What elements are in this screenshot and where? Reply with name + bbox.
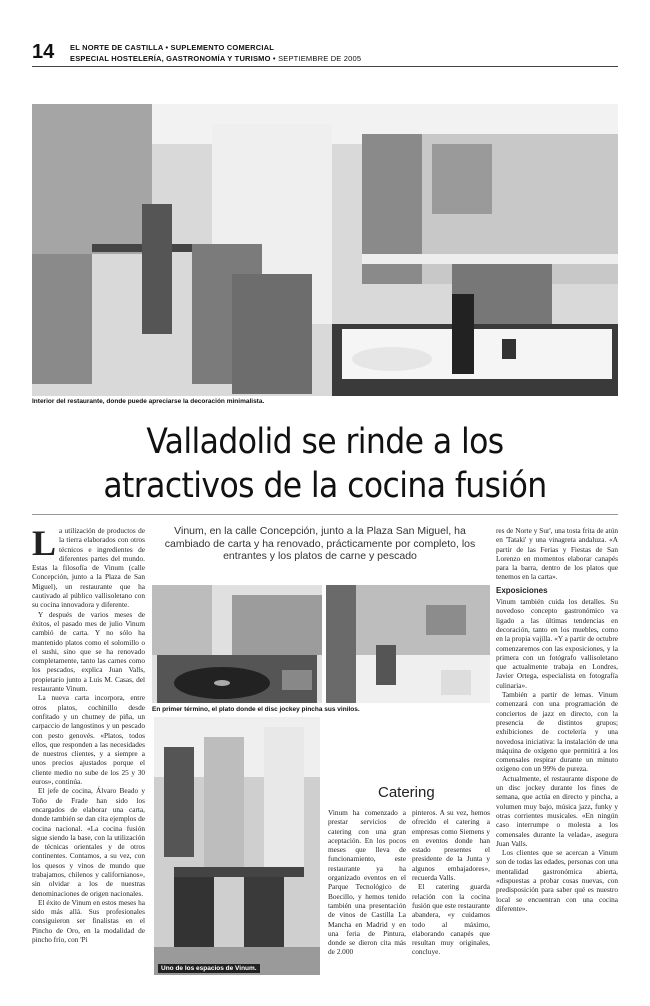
lounge-illustration bbox=[326, 585, 490, 703]
article-column-1 bbox=[32, 526, 145, 968]
paragraph: El jefe de cocina, Álvaro Beado y Toño de Frade han sido los encargados de elaborar una carta, donde también se dan cita ejemplos de cocina nacional. «La cocina fusión sigue siendo la base, con la utilización de técnicas orientales y de otros continentes. Contamos, a su vez, con los quesos y vinos de mundo que trabajamos, chilenos y californianos», sin olvidar a los de nuestras denominaciones de origen nacionales. bbox=[32, 786, 145, 898]
paragraph: El catering guarda relación con la cocina fusión que este restaurante abandera, «y cuidamos todo al máximo, elaborando canapés que resultan muy originales, concluye. bbox=[412, 882, 490, 957]
article-column-2 bbox=[328, 808, 406, 968]
inset-photo bbox=[154, 717, 320, 975]
paragraph: Vinum ha comenzado a prestar servicios de catering con una gran aceptación. En los pocos meses que lleva de funcionamiento, este restaurante ya ha organizado eventos en el Parque Tecnológico de Boecillo, y hemos tenido también una presentación de vinos de Castilla La Mancha en Madrid y en una feria de Pintura, donde se dieron cita más de 2.000 bbox=[328, 808, 406, 957]
turntable-illustration bbox=[152, 585, 322, 703]
paragraph: pinteros. A su vez, hemos ofrecido el catering a empresas como Siemens y en eventos donde han estado presentes el presidente de la Junta y algunos embajadores», recuerda Valls. bbox=[412, 808, 490, 883]
dropcap: L bbox=[32, 526, 57, 563]
headline bbox=[32, 420, 618, 508]
page-number: 14 bbox=[32, 41, 55, 63]
dj-photo bbox=[152, 585, 322, 703]
header-publication: EL NORTE DE CASTILLA • SUPLEMENTO COMERCIAL bbox=[70, 43, 275, 52]
pull-quote: Vinum, en la calle Concepción, junto a la Plaza San Miguel, ha cambiado de carta y ha renovado, prácticamente por completo, los entrantes y los platos de carne y pescado bbox=[164, 525, 476, 562]
paragraph: La nueva carta incorpora, entre otros platos, cochinillo desde confitado y un chutney de piña, un carpaccio de langostinos y un pescado con pesto genovés. «Platos, todos ellos, que responden a las necesidades de nuestros clientes, y a siempre a unos precios ajustados porque el cliente medio no sube de los 25 y 30 euros», continúa. bbox=[32, 693, 145, 787]
paragraph: Vinum también cuida los detalles. Su novedoso concepto gastronómico va ligado a las últimas tendencias en decoración, tanto en los muebles, como en la propia vajilla. «Y a partir de octubre comenzaremos con las exposiciones, y la primera con un fotógrafo vallisoletano que actualmente trabaja en Londres, Javier Ortega, especialista en fotografía culinaria». bbox=[496, 597, 618, 690]
article-column-3 bbox=[412, 808, 490, 968]
headline-rule bbox=[32, 514, 618, 515]
paragraph: a utilización de productos de la tierra elaborados con otros técnicos e ingredientes de diferentes partes del mundo. Estas la filosofía de Vinum (calle Concepción, junto a la Plaza de San Miguel), un restaurante que ha cautivado al público vallisoletano con su cocina innovadora y diferente. bbox=[32, 526, 145, 610]
restaurant-interior-illustration bbox=[32, 104, 618, 396]
header-rule bbox=[32, 66, 618, 67]
main-photo bbox=[32, 104, 618, 396]
header-section-title: ESPECIAL HOSTELERÍA, GASTRONOMÍA Y TURISMO • bbox=[70, 54, 276, 63]
paragraph: res de Norte y Sur', una tosta frita de atún en 'Tataki' y una vinagreta andaluza. «A partir de las Ferias y Fiestas de San Lorenzo en momentos elaborar canapés para la barra, dentro de los platos que tenemos en la carta». bbox=[496, 526, 618, 582]
paragraph: Y después de varios meses de éxitos, el pasado mes de julio Vinum cambió de carta. Y no sólo ha mantenido platos como el solomillo o el sushi, sino que se ha renovado completamente, tanto las carnes como los pescados, explica Juan Valls, propietario junto a Luis M. Casas, del restaurante Vinum. bbox=[32, 609, 145, 694]
headline-line2: atractivos de la cocina fusión bbox=[103, 466, 547, 506]
paragraph: El éxito de Vinum en estos meses ha sido más allá. Sus profesionales consiguieron ser finalistas en el Pincho de Oro, en la modalidad de pincho frío, con 'Pi bbox=[32, 897, 145, 945]
dj-photo-caption: En primer término, el plato donde el disc jockey pincha sus vinilos. bbox=[152, 706, 360, 713]
headline-line1: Valladolid se rinde a los bbox=[146, 422, 504, 462]
paragraph: Actualmente, el restaurante dispone de un disc jockey durante los fines de semana, que actúa en directo y pincha, a volumen muy bajo, música jazz, funky y otras corrientes musicales. «En ningún caso interrumpe o molesta a los comensales durante la velada», asegura Juan Valls. bbox=[496, 773, 618, 848]
dining-room-illustration bbox=[154, 717, 320, 975]
header-section bbox=[70, 54, 361, 63]
paragraph: Los clientes que se acercan a Vinum son de todas las edades, personas con una mentalidad gastronómica abierta, «dispuestas a probar cosas nuevas, con predisposición para saber qué es nuestro local se encuentran con una cocina diferente». bbox=[496, 848, 618, 913]
article-column-4 bbox=[496, 526, 618, 968]
inset-photo-caption: Uno de los espacios de Vinum. bbox=[158, 964, 260, 973]
header-date: SEPTIEMBRE DE 2005 bbox=[278, 54, 362, 63]
subhead-exposiciones: Exposiciones bbox=[496, 585, 548, 595]
paragraph: También a partir de lemas. Vinum comenzará con una programación de conciertos de jazz en directo, con la presencia de distintos grupos; exhibiciones de coctelería y una novedosa iniciativa: la instalación de una máquina de oxígeno que permitirá a los comensales respirar durante un minuto oxígeno con un 99% de pureza. bbox=[496, 690, 618, 774]
main-photo-caption: Interior del restaurante, donde puede apreciarse la decoración minimalista. bbox=[32, 398, 265, 405]
interior-photo-2 bbox=[326, 585, 490, 703]
catering-heading: Catering bbox=[378, 784, 435, 801]
